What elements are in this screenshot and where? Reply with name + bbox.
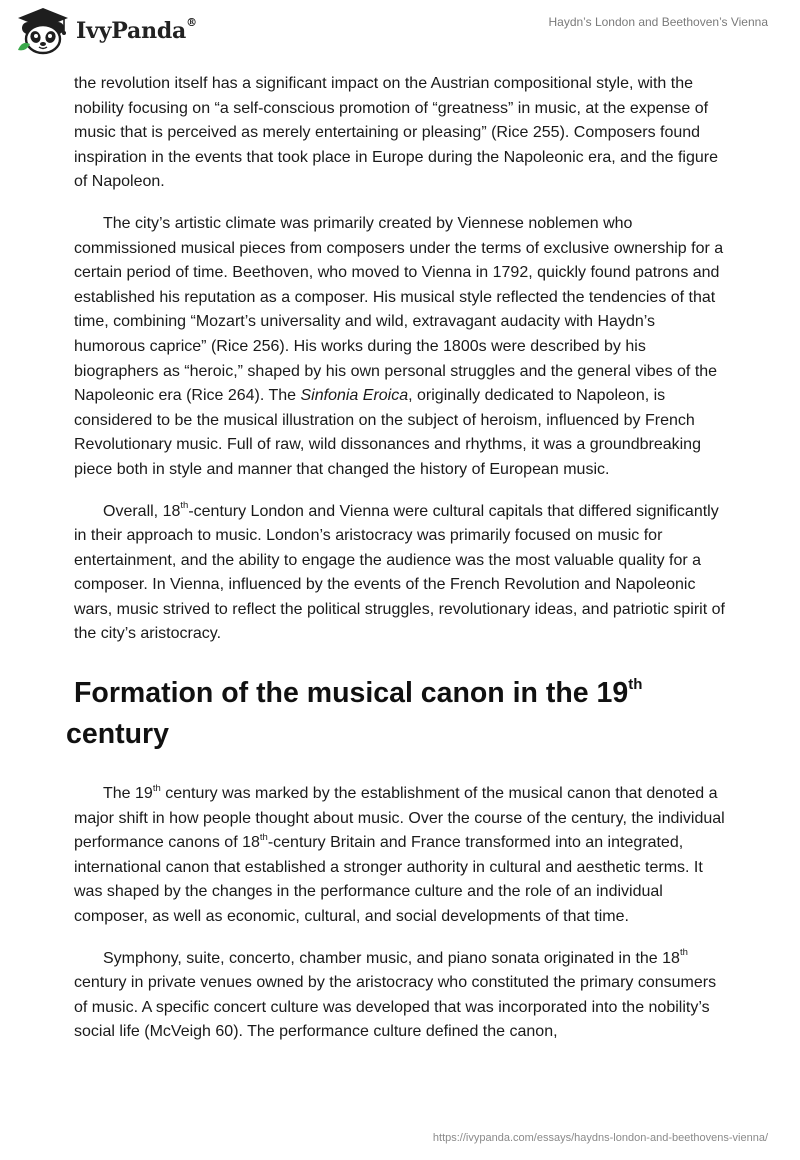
- panda-graduate-icon: [16, 6, 70, 56]
- work-title-sinfonia-eroica: Sinfonia Eroica: [300, 387, 409, 405]
- document-title: Haydn’s London and Beethoven’s Vienna: [548, 15, 768, 29]
- paragraph-3: Overall, 18th-century London and Vienna were cultural capitals that differed significantly in their approach to music. London’s aristocracy was primarily focused on music for entertainment, and the ability to engage the audience was the most valuable quality for a composer. In Vienna, influenced by the events of the French Revolution and Napoleonic wars, music strived to reflect the political struggles, revolutionary ideas, and patriotic spirit of the city’s aristocracy.: [74, 500, 725, 643]
- paragraph-1: the revolution itself has a significant impact on the Austrian compositional style, with the nobility focusing on “a self-conscious promotion of “greatness” in music, at the expense of music that is perceived as merely entertaining or pleasing” (Rice 255). Composers found inspiration in the events that took place in Europe during the Napoleonic era, and the figure of Napoleon.: [74, 75, 718, 191]
- paragraph-2: The city’s artistic climate was primarily created by Viennese noblemen who commissioned musical pieces from composers under the terms of exclusive ownership for a certain period of time. Beethoven, who moved to Vienna in 1792, quickly found patrons and established his reputation as a composer. His musical style reflected the tendencies of that time, combining “Mozart’s universality and wild, extravagant audacity with Haydn’s humorous caprice” (Rice 256). His works during the 1800s were described by his biographers as “heroic,” shaped by his own personal struggles and the general vibes of the Napoleonic era (Rice 264). The Sinfonia Eroica, originally dedicated to Napoleon, is considered to be the musical illustration on the subject of heroism, influenced by French Revolutionary music. Full of raw, wild dissonances and rhythms, it was a groundbreaking piece both in style and manner that changed the history of European music.: [74, 214, 724, 478]
- ivypanda-logo[interactable]: [16, 6, 197, 56]
- registered-mark: ®: [186, 16, 197, 29]
- paragraph-5: Symphony, suite, concerto, chamber music, and piano sonata originated in the 18th century in private venues owned by the aristocracy who constituted the primary consumers of music. A specific concert culture was developed that was incorporated into the nobility’s social life (McVeigh 60). The performance culture defined the canon,: [74, 947, 717, 1041]
- section-heading: Formation of the musical canon in the 19th century: [66, 675, 643, 751]
- page-header: [0, 0, 800, 66]
- paragraph-4: The 19th century was marked by the establishment of the musical canon that denoted a major shift in how people thought about music. Over the course of the century, the individual performance canons of 18th-century Britain and France transformed into an integrated, international canon that established a stronger authority in cultural and aesthetic terms. It was shaped by the changes in the performance culture and the role of an individual composer, as well as economic, cultural, and social developments of that time.: [74, 782, 725, 926]
- source-url[interactable]: https://ivypanda.com/essays/haydns-london-and-beethovens-vienna/: [432, 1132, 768, 1144]
- brand-name: IvyPanda®: [76, 16, 197, 44]
- essay-body: [66, 72, 726, 1045]
